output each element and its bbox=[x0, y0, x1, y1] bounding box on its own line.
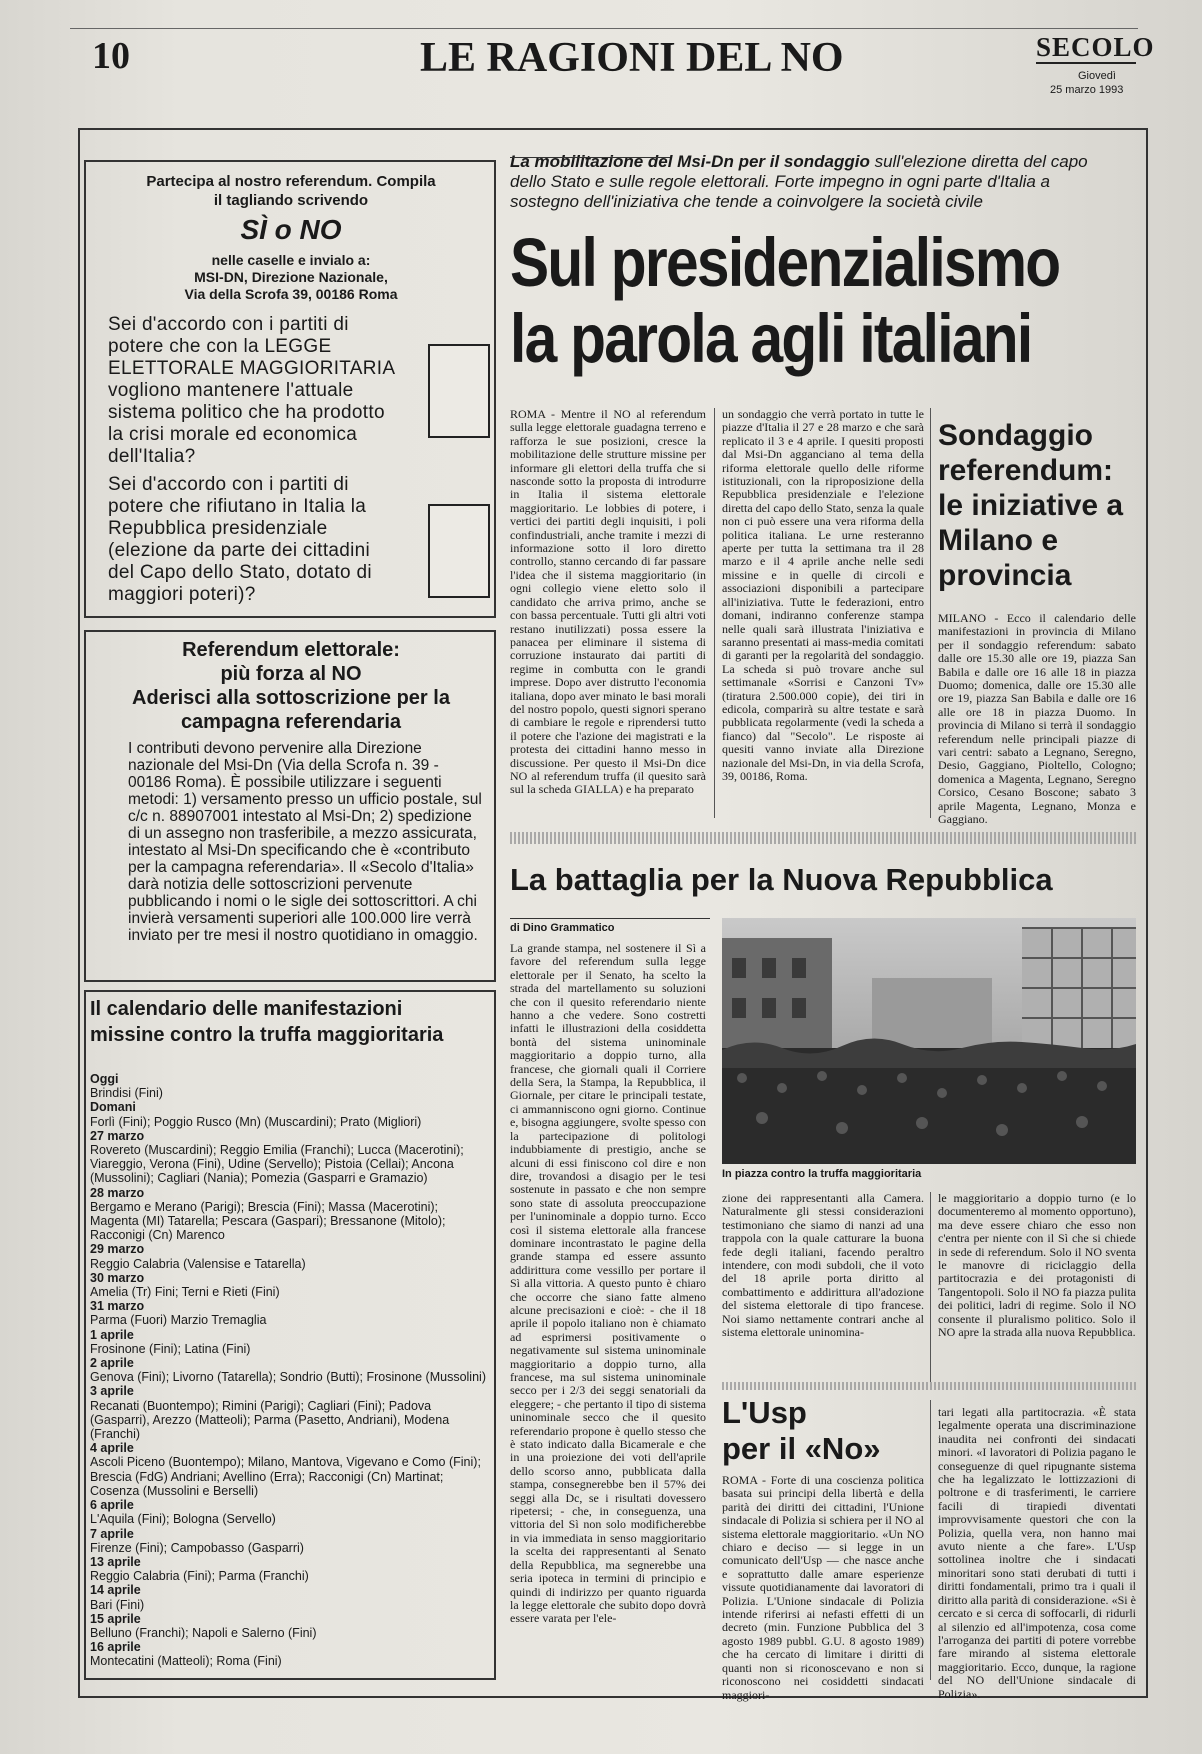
main-column-2: un sondaggio che verrà portato in tutte le piazze d'Italia il 27 e 28 marzo e che sarà replicato il 3 e 4 aprile. I quesiti proposti dal Msi-Dn agganciano al tema della riforma elettorale quello delle riforme istituzionali, con la riproposizione della Repubblica presidenziale e l'elezione diretta del capo dello Stato, senza la quale non ci può essere una vera riforma della politica italiana. Le urne resteranno aperte per tutta la settimana tra il 28 marzo e il 4 aprile anche nelle sedi missine e in quelle di circoli e associazioni disponibili a partecipare all'iniziativa. Tutte le federazioni, entro domani, indiranno conferenze stampa nelle quali sarà illustrata l'iniziativa e saranno presentati ai mass-media comitati di garanti per la regolarità del sondaggio. La scheda si può trovare anche sul settimanale «Sorrisi e Canzoni Tv» (tiratura 2.500.000 copie), dei tiri in edicola, comparirà su altre testate e sarà pubblicata regolarmente (vedi la scheda a fianco) dal "Secolo". Le risposte ai quesiti vanno inviate alla Direzione nazionale del Msi-Dn, in via della Scrofa, 39, 00186, Roma. bbox=[722, 407, 924, 783]
main-headline-1: Sul presidenzialismo bbox=[510, 224, 1060, 301]
calendar-date: Domani bbox=[90, 1100, 136, 1115]
coupon-choice: SÌ o NO bbox=[240, 214, 342, 245]
coupon-send-to: nelle caselle e invialo a: bbox=[211, 252, 371, 268]
section-title: LE RAGIONI DEL NO bbox=[420, 35, 844, 81]
question-1: Sei d'accordo con i partiti di potere che con la LEGGE ELETTORALE MAGGIORITARIA vogliono mantenere l'attuale sistema politico che ha prodotto la crisi morale ed economica dell'Italia? bbox=[108, 314, 395, 467]
calendar-date: 2 aprile bbox=[90, 1356, 134, 1371]
usp-headline-2: per il «No» bbox=[722, 1431, 881, 1466]
calendar-title: Il calendario delle manifestazioni missine contro la truffa maggioritaria bbox=[90, 998, 444, 1046]
calendar-events: Rovereto (Muscardini); Reggio Emilia (Franchi); Lucca (Macerotini); Viareggio, Verona (Fini), Udine (Servello); Pistoia (Cellai); Ancona (Mussolini); Cagliari (Nania); Pomezia (Gasparri e Gramazio) bbox=[90, 1143, 464, 1186]
kicker-text: sull'elezione diretta del capo dello Stato e sulle regole elettorali. Forte impegno in ogni parte d'Italia a sostegno dell'iniziativa che tende a coinvolgere la società civile bbox=[510, 152, 1088, 211]
calendar-date: 31 marzo bbox=[90, 1299, 145, 1314]
calendar-date: 30 marzo bbox=[90, 1270, 145, 1285]
calendar-date: 7 aprile bbox=[90, 1526, 134, 1541]
main-column-1: ROMA - Mentre il NO al referendum sulla legge elettorale guadagna terreno e rafforza le sue posizioni, cresce la mobilitazione delle strutture missine per informare gli elettori della truffa che si nasconde sotto la proposta di introdurre in Italia il sistema elettorale maggioritario. Le lobbies di potere, i vertici dei partiti degli inquisiti, i poli confindustriali, anche tramite i mezzi di informazione sotto il loro diretto controllo, stanno cercando di far passare l'idea che il sistema maggioritario (in ogni collegio viene eletto solo il candidato che arriva primo, anche se con bassa percentuale. Tutti gli altri voti restano inutilizzati) possa essere la panacea per eliminare il sistema di corruzione instaurato dai partiti di regime in combutta con le grandi imprese. Dopo aver distrutto l'economia italiana, dopo aver minato le basi morali del nostro popolo, questi signori sperano di cambiare le regole e riprendersi tutto il potere che l'azione dei magistrati e la protesta dei cittadini hanno messo in discussione. Per questo il Msi-Dn dice NO al referendum truffa (il quesito sarà sul la scheda GIALLA) e ha preparato bbox=[510, 407, 706, 797]
calendar-date: 15 aprile bbox=[90, 1611, 141, 1626]
issue-day: Giovedì bbox=[1078, 70, 1116, 82]
calendar-events: Reggio Calabria (Valensise e Tatarella) bbox=[90, 1256, 306, 1271]
kicker-rule bbox=[510, 157, 670, 158]
calendar-events: Firenze (Fini); Campobasso (Gasparri) bbox=[90, 1540, 304, 1555]
calendar-date: 3 aprile bbox=[90, 1384, 134, 1399]
calendar-date: 16 aprile bbox=[90, 1640, 141, 1655]
calendar-events: Recanati (Buontempo); Rimini (Parigi); Cagliari (Fini); Padova (Gasparri), Arezzo (Matteoli); Parma (Pasetto, Andriani), Modena (Franchi) bbox=[90, 1398, 450, 1442]
main-headline-2: la parola agli italiani bbox=[510, 300, 1032, 377]
calendar-date: Oggi bbox=[90, 1072, 119, 1086]
coupon-instructions: Partecipa al nostro referendum. Compila il tagliando scrivendo bbox=[146, 173, 436, 209]
second-column-2: zione dei rappresentanti alla Camera. Naturalmente gli stessi considerazioni testimoniano che siamo di nanzi ad una trappola con la quale catturare la buona fede degli italiani, facendo peraltro intendere, con modi subdoli, che il voto del 18 aprile porta diritto al combattimento e addirittura all'adozione del sistema elettorale di tipo francese. Noi siamo nettamente contrari anche al sistema elettorale uninomina- bbox=[722, 1191, 924, 1340]
coupon-address: Via della Scrofa 39, 00186 Roma bbox=[184, 286, 398, 302]
fund-subtitle: Aderisci alla sottoscrizione per la campagna referendaria bbox=[132, 687, 450, 733]
calendar-events: Ascoli Piceno (Buontempo); Milano, Mantova, Vigevano e Como (Fini); Brescia (FdG) Andriani; Avellino (Erra); Racconigi (Cn) Martinat; Cosenza (Mussolini e Berselli) bbox=[90, 1455, 481, 1498]
calendar-box bbox=[84, 990, 496, 1680]
crowd-photo-image bbox=[722, 918, 1136, 1164]
answer-box-2[interactable] bbox=[428, 504, 490, 598]
second-byline: di Dino Grammatico bbox=[510, 922, 615, 934]
main-kicker bbox=[510, 152, 1110, 212]
milano-headline: Sondaggio referendum: le iniziative a Milano e provincia bbox=[938, 419, 1124, 592]
page-number: 10 bbox=[92, 35, 130, 77]
question-2: Sei d'accordo con i partiti di potere che rifiutano in Italia la Repubblica presidenziale (elezione da parte dei cittadini del Capo dello Stato, dotato di maggiori poteri)? bbox=[108, 474, 372, 605]
fund-body: I contributi devono pervenire alla Direzione nazionale del Msi-Dn (Via della Scrofa n. 39 - 00186 Roma). È possibile utilizzare i seguenti metodi: 1) versamento presso un ufficio postale, sul c/c n. 88907001 intestato al Msi-Dn; 2) spedizione di un assegno non trasferibile, a mezzo assicurata, intestato al Msi-Dn specificando che è «contributo per la campagna referendaria». Il «Secolo d'Italia» darà notizia delle sottoscrizioni pervenute pubblicando i nomi o le sigle dei sottoscrittori. A chi invierà versamenti superiori alle 100.000 lire verrà inviato per tre mesi il nostro quotidiano in omaggio. bbox=[128, 740, 482, 944]
answer-box-1[interactable] bbox=[428, 344, 490, 438]
calendar-events: Genova (Fini); Livorno (Tatarella); Sondrio (Butti); Frosinone (Mussolini) bbox=[90, 1370, 486, 1385]
calendar-events: Reggio Calabria (Fini); Parma (Franchi) bbox=[90, 1569, 309, 1584]
calendar-events: Forlì (Fini); Poggio Rusco (Mn) (Muscardini); Prato (Migliori) bbox=[90, 1114, 422, 1129]
usp-headline-1: L'Usp bbox=[722, 1395, 807, 1430]
calendar-date: 28 marzo bbox=[90, 1185, 145, 1200]
calendar-date: 1 aprile bbox=[90, 1327, 134, 1342]
second-headline: La battaglia per la Nuova Repubblica bbox=[510, 862, 1053, 897]
calendar-date: 6 aprile bbox=[90, 1498, 134, 1513]
usp-column-2: tari legati alla partitocrazia. «È stata legalmente operata una discriminazione inaudita nei confronti dei sindacati minori. «I lavoratori di Polizia pagano le conseguenze di quel ripugnante sistema che ha legalizzato le lottizzazioni di poltrone e di trasferimenti, le carriere facili di tirapiedi diventati improvvisamente questori che con la Polizia, quella vera, non hanno mai avuto niente a che fare». L'Usp sottolinea inoltre che i sindacati minoritari sono stati derubati di tutti i diritti fondamentali, primo tra i quali il diritto alla parità di considerazione. «Si è cercato e si cerca di soffocarli, di ridurli al silenzio ed all'impotenza, cosa come l'arroganza dei partiti di potere vorrebbe fare mirando al sistema elettorale maggioritario. Ecco, dunque, la ragione del NO dell'Unione sindacale di Polizia». bbox=[938, 1405, 1136, 1701]
calendar-date: 27 marzo bbox=[90, 1128, 145, 1143]
usp-column-1: ROMA - Forte di una coscienza politica basata sui principi della libertà e della parità dei diritti dei cittadini, l'Unione sindacale di Polizia si schiera per il NO al sistema elettorale maggioritario. «Un NO chiaro e deciso — si legge in un comunicato dell'Usp — che nasce anche e soprattutto dalle amare esperienze vissute quotidianamente dai lavoratori di Polizia. L'Unione sindacale di Polizia intende riferirsi ai nefasti effetti di un decreto (min. Funzione Pubblica del 3 agosto 1989 pubbl. G.U. 8 agosto 1989) che ha cercato di limitare i diritti di quanti non si riconoscevano e non si riconoscono nei cosiddetti sindacati maggiori- bbox=[722, 1473, 924, 1702]
calendar-date: 13 aprile bbox=[90, 1554, 141, 1569]
second-column-1: La grande stampa, nel sostenere il Sì a favore del referendum sulla legge elettorale per il Senato, ha scelto la strada del martellamento su soluzioni che con il quesito referendario niente hanno a che vedere. Sono costretti infatti le illustrazioni della cosiddetta bontà del sistema uninominale maggioritario a doppio turno, alla francese, che giornali quali il Corriere della Sera, la Stampa, la Repubblica, il Giornale, per citare le principali testate, ci ammanniscono ogni giorno. Continue e, bisogna aggiungere, svolte spesso con la partecipazione di politologi indubbiamente di prestigio, anche se alcuni di essi finiscono col dire e non dire, trovandosi a disagio per le tesi sostenute in passato e che non sempre sono state di assoluta preoccupazione per l'uninominale a doppio turno. Ecco così il sistema elettorale alla francese dominare incontrastato le pagine della grande stampa ed essere assunto addirittura come vessillo per portare il Sì alla vittoria. A questo punto è chiaro che occorre che siano fatte almeno alcune precisazioni e cioè: - che il 18 aprile il popolo italiano non è chiamato ad esprimersi positivamente o negativamente sul sistema uninominale maggioritario a doppio turno, alla francese, ma sul sistema uninominale secco per i 2/3 dei seggi senatoriali da eleggere; - che pertanto il tipo di sistema uninominale secco che il quesito referendario propone è quello stesso che è stato indicato dalla Bicamerale e che in una proiezione dei voti dell'aprile dello scorso anno, pubblicata dalla stampa, consegnerebbe ben il 57% dei seggi alla Dc, se i risultati dovessero ripetersi; - che, in conseguenza, una vittoria del Sì non solo modificherebbe in via immediata in senso maggioritario la scelta dei rappresentanti al Senato della Repubblica, ma segnerebbe una seria ipoteca in termini di principio e quindi di indirizzo per quanto riguarda la legge elettorale che subito dopo dovrà essere varata per l'ele- bbox=[510, 941, 706, 1626]
column-rule-4 bbox=[930, 1400, 931, 1680]
calendar-events: Belluno (Franchi); Napoli e Salerno (Fini) bbox=[90, 1625, 317, 1640]
kicker-bold: La mobilitazione del Msi-Dn per il sondaggio bbox=[510, 152, 870, 171]
masthead-rule bbox=[1036, 62, 1136, 64]
milano-body: MILANO - Ecco il calendario delle manifestazioni in provincia di Milano per il sondaggio referendum: sabato dalle ore 15.30 alle ore 19, piazza San Babila e dalle ore 16 alle 18 in piazza Duomo; domenica, dalle ore 15.30 alle ore 19, piazza San Babila e dalle ore 16 alle ore 18 in piazza Duomo. In provincia di Milano si terrà il sondaggio referendum nelle principali piazze di vari centri: sabato a Legnano, Seregno, Desio, Gaggiano, Pioltello, Cologno; domenica a Magenta, Legnano, Seregno Corsico, Cesano Boscone; sabato 3 aprile Magenta, Legnano, Monza e Gaggiano. bbox=[938, 611, 1136, 827]
coupon-org: MSI-DN, Direzione Nazionale, bbox=[194, 269, 388, 285]
byline-rule bbox=[510, 918, 710, 919]
calendar-events: Parma (Fuori) Marzio Tremaglia bbox=[90, 1313, 267, 1328]
calendar-list bbox=[90, 1072, 490, 1669]
column-rule-2 bbox=[930, 408, 931, 818]
calendar-events: Bergamo e Merano (Parigi); Brescia (Fini); Massa (Macerotini); Magenta (MI) Tatarella; Pescara (Gaspari); Bressanone (Mitolo); Racconigi (Cn) Marenco bbox=[90, 1199, 446, 1243]
fundraising-box bbox=[84, 630, 496, 982]
calendar-events: L'Aquila (Fini); Bologna (Servello) bbox=[90, 1512, 276, 1527]
section-divider bbox=[510, 832, 1136, 844]
referendum-coupon bbox=[84, 160, 496, 618]
issue-date: 25 marzo 1993 bbox=[1050, 84, 1124, 96]
top-rule bbox=[70, 28, 1138, 29]
calendar-date: 29 marzo bbox=[90, 1242, 145, 1257]
calendar-events: Brindisi (Fini) bbox=[90, 1086, 163, 1101]
column-rule-1 bbox=[714, 408, 715, 818]
calendar-events: Frosinone (Fini); Latina (Fini) bbox=[90, 1341, 251, 1356]
calendar-date: 4 aprile bbox=[90, 1441, 134, 1456]
calendar-events: Amelia (Tr) Fini; Terni e Rieti (Fini) bbox=[90, 1285, 280, 1300]
photo-caption: In piazza contro la truffa maggioritaria bbox=[722, 1168, 922, 1180]
calendar-date: 14 aprile bbox=[90, 1583, 141, 1598]
second-column-3: le maggioritario a doppio turno (e lo documenteremo al momento opportuno), ma deve essere chiaro che esso non c'entra per niente con il Sì che si chiede in sede di referendum. Solo il NO sventa le manovre di riciclaggio della partitocrazia e dei protagonisti di Tangentopoli. Solo il NO fa piazza pulita dei politici, ladri di regime. Solo il NO consente il pluralismo politico. Solo il NO apre la strada alla nuova Repubblica. bbox=[938, 1191, 1136, 1340]
usp-divider bbox=[722, 1382, 1136, 1390]
calendar-events: Montecatini (Matteoli); Roma (Fini) bbox=[90, 1654, 282, 1669]
calendar-events: Bari (Fini) bbox=[90, 1597, 145, 1612]
masthead-logo: SECOLO bbox=[1036, 32, 1155, 62]
crowd-photo bbox=[722, 918, 1136, 1164]
column-rule-3 bbox=[930, 1192, 931, 1382]
fund-title: Referendum elettorale: più forza al NO bbox=[182, 639, 400, 685]
